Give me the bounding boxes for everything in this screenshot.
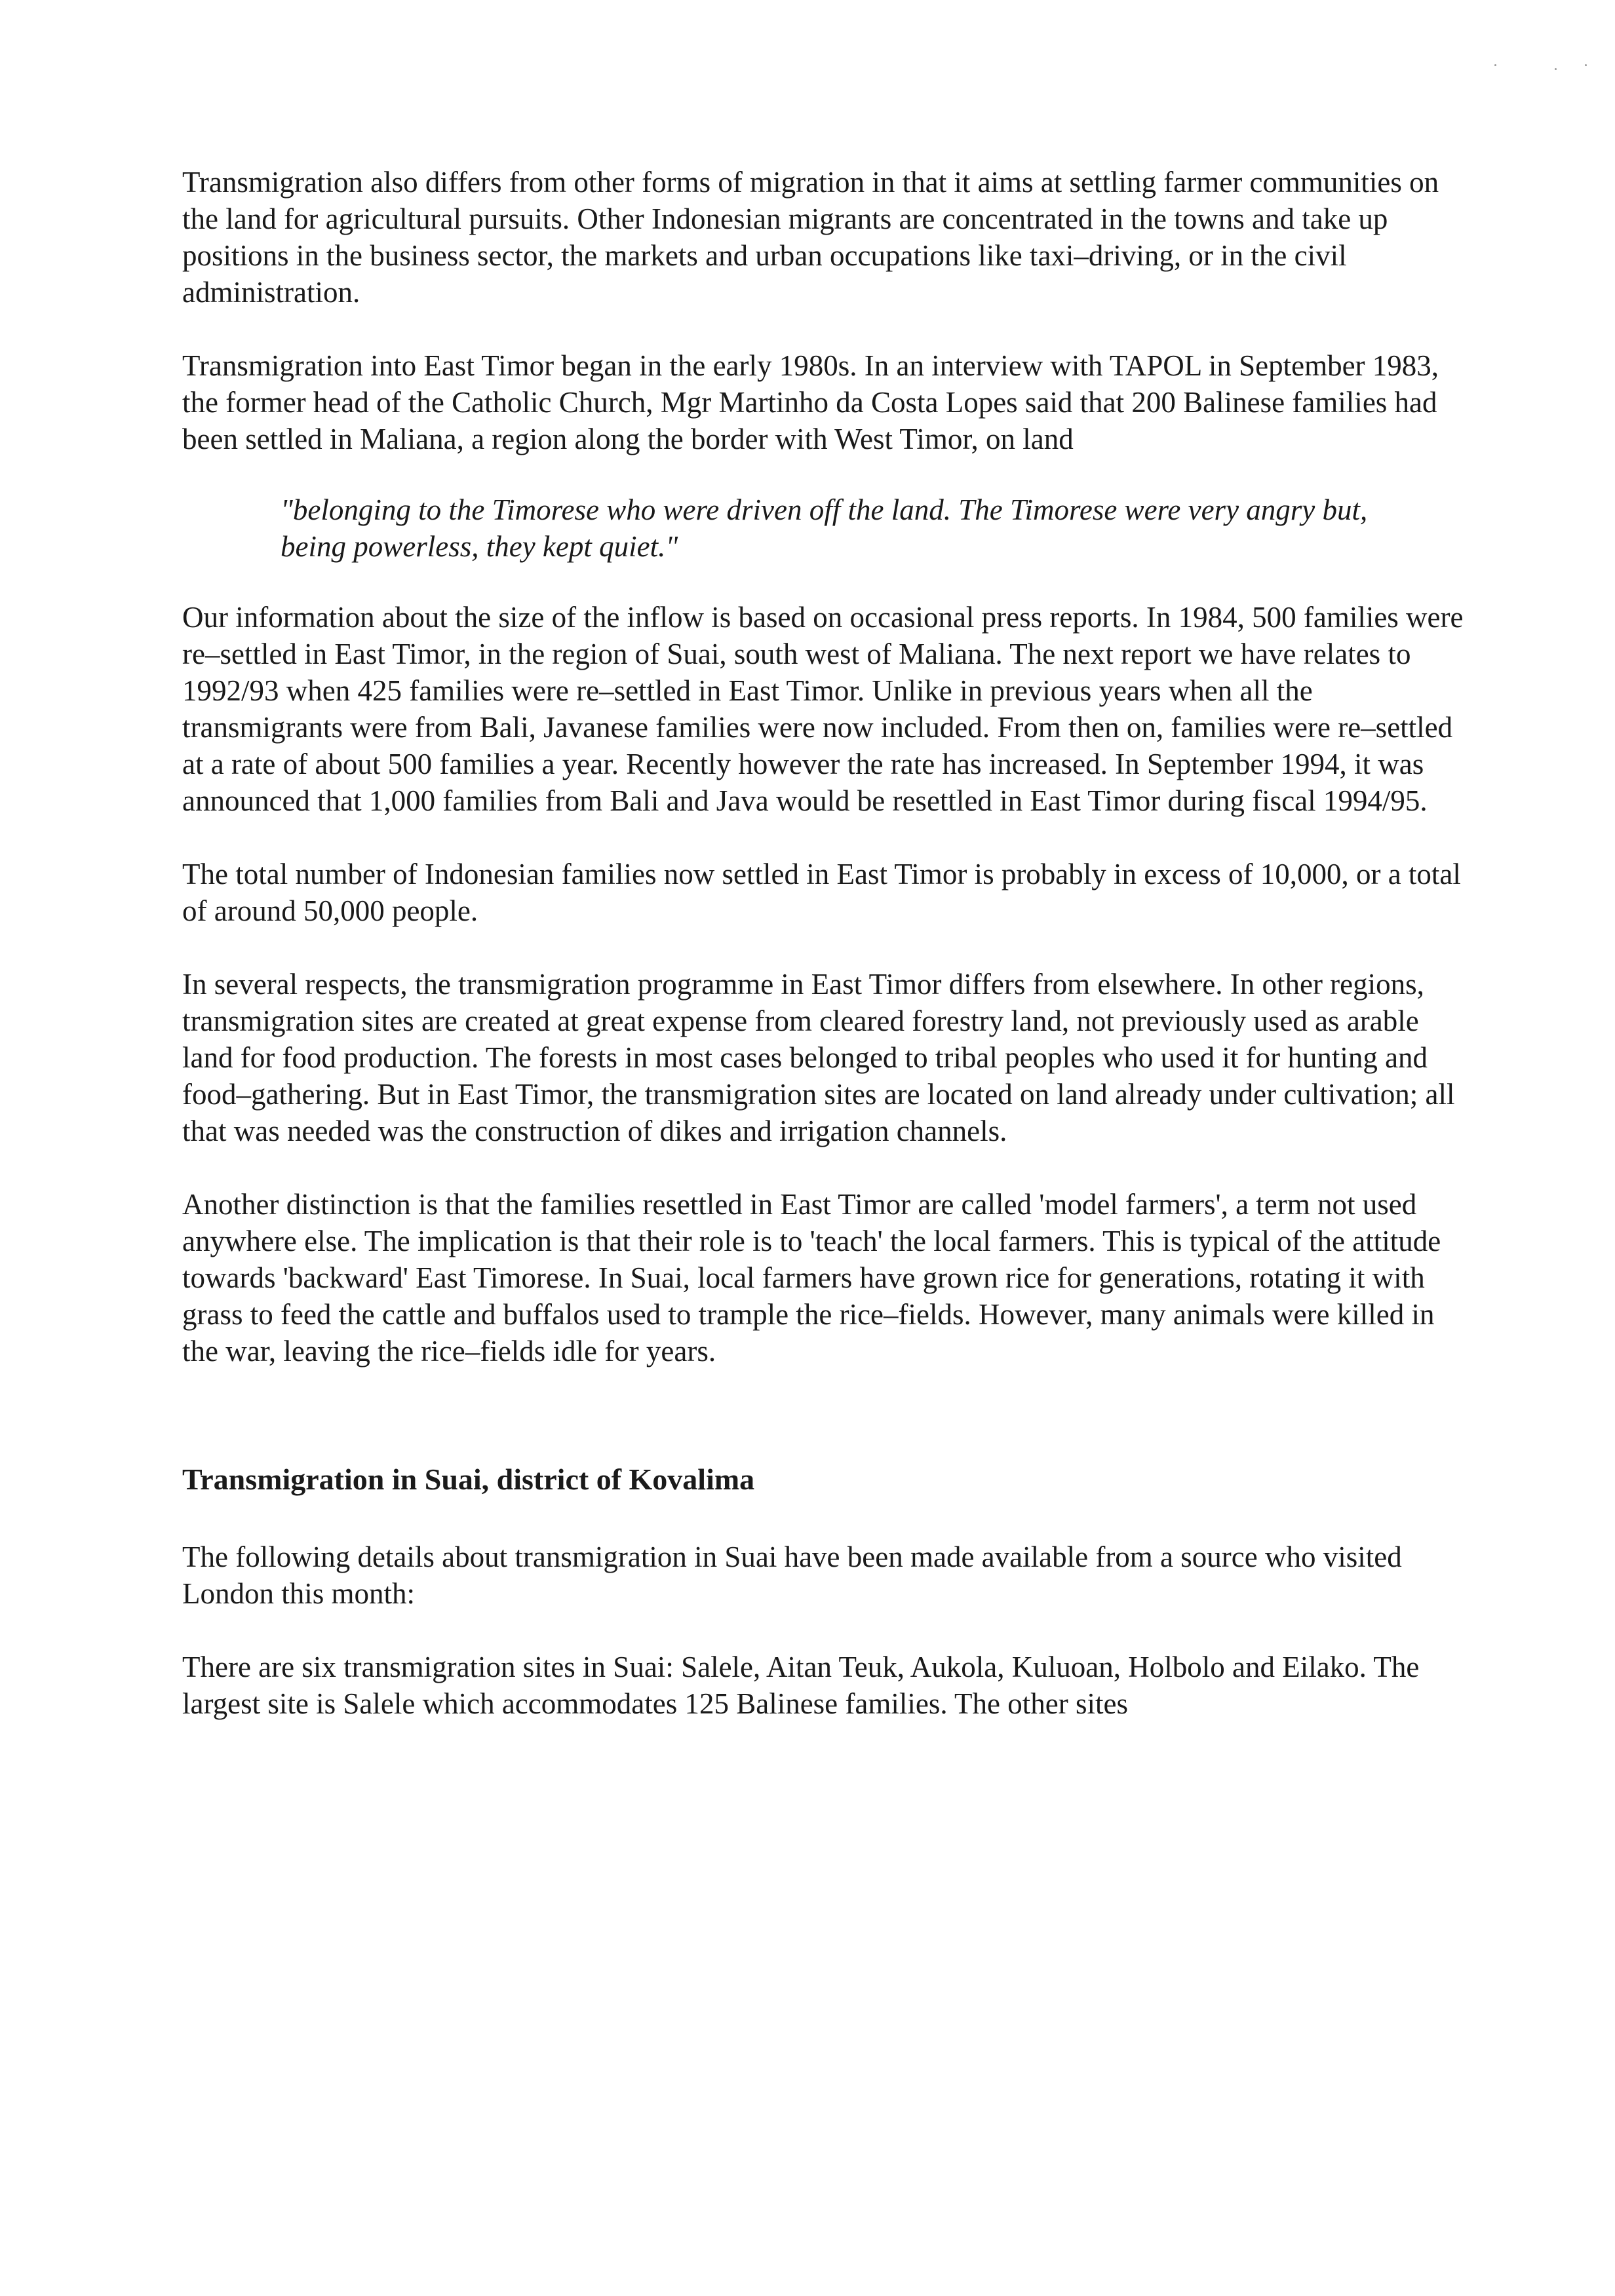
paragraph-migration-differences: Transmigration also differs from other forms of migration in that it aims at settling farmer communities on the land for agricultural pursuits. Other Indonesian migrants are concentrated in the towns and take up positions in the business sector, the markets and urban occupations like taxi–driving, or in the civil administration. bbox=[182, 166, 1439, 309]
block-quote: "belonging to the Timorese who were driven off the land. The Timorese were very angry but, being powerless, they kept quiet." bbox=[281, 493, 1368, 563]
paragraph-programme-differences: In several respects, the transmigration programme in East Timor differs from elsewhere. In other regions, transmigration sites are created at great expense from cleared forestry land, not previously used as arable land for food production. The forests in most cases belonged to tribal peoples who used it for hunting and food–gathering. But in East Timor, the transmigration sites are located on land already under cultivation; all that was needed was the construction of dikes and irrigation channels. bbox=[182, 968, 1455, 1147]
paragraph-model-farmers: Another distinction is that the families resettled in East Timor are called 'model farmers', a term not used anywhere else. The implication is that their role is to 'teach' the local farmers. This is typical of the attitude towards 'backward' East Timorese. In Suai, local farmers have grown rice for generations, rotating it with grass to feed the cattle and buffalos used to trample the rice–fields. However, many animals were killed in the war, leaving the rice–fields idle for years. bbox=[182, 1188, 1441, 1368]
scan-speck bbox=[1494, 64, 1496, 66]
paragraph-early-transmigration: Transmigration into East Timor began in the early 1980s. In an interview with TAPOL in September 1983, the former head of the Catholic Church, Mgr Martinho da Costa Lopes said that 200 Balinese families had been settled in Maliana, a region along the border with West Timor, on land bbox=[182, 349, 1439, 455]
paragraph-inflow-size: Our information about the size of the inflow is based on occasional press reports. In 1984, 500 families were re–settled in East Timor, in the region of Suai, south west of Maliana. The next report we have relates to 1992/93 when 425 families were re–settled in East Timor. Unlike in previous years when all the transmigrants were from Bali, Javanese families were now included. From then on, families were re–settled at a rate of about 500 families a year. Recently however the rate has increased. In September 1994, it was announced that 1,000 families from Bali and Java would be resettled in East Timor during fiscal 1994/95. bbox=[182, 601, 1464, 817]
section-heading: Transmigration in Suai, district of Kovalima bbox=[182, 1463, 755, 1496]
scan-speck bbox=[1555, 68, 1557, 70]
document-body bbox=[182, 164, 1467, 1722]
paragraph-total-families: The total number of Indonesian families now settled in East Timor is probably in excess of 10,000, or a total of around 50,000 people. bbox=[182, 858, 1461, 927]
paragraph-transmigration-sites: There are six transmigration sites in Suai: Salele, Aitan Teuk, Aukola, Kuluoan, Holbolo and Eilako. The largest site is Salele which accommodates 125 Balinese families. The other sites bbox=[182, 1651, 1420, 1720]
scan-speck bbox=[1585, 64, 1587, 66]
paragraph-source-details: The following details about transmigration in Suai have been made available from a source who visited London this month: bbox=[182, 1540, 1402, 1610]
